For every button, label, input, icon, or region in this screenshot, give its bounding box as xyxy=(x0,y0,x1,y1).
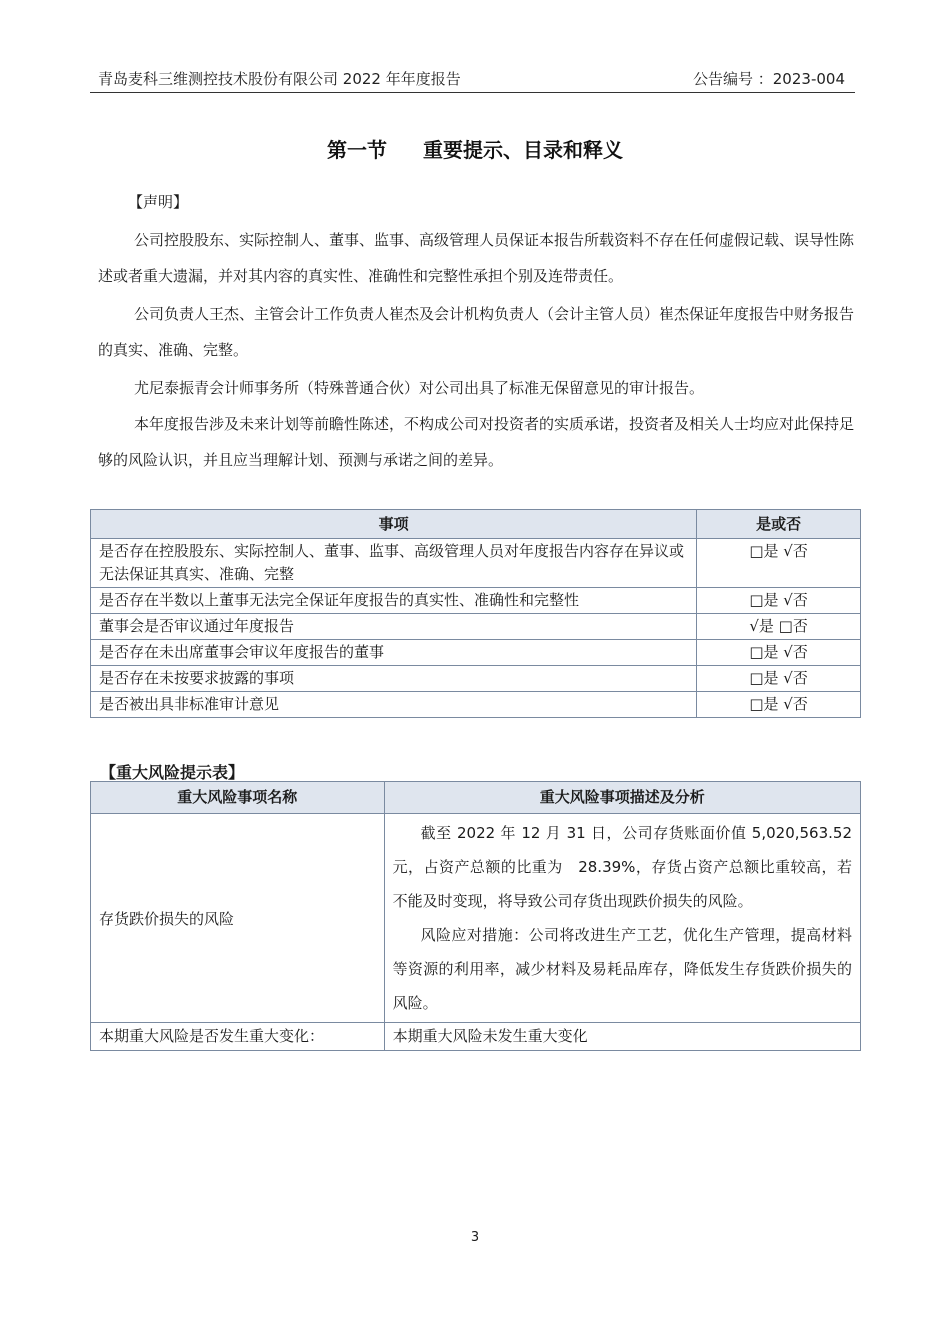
matter-item: 是否被出具非标准审计意见 xyxy=(91,692,697,718)
table-row xyxy=(91,588,861,614)
header-report-title: 青岛麦科三维测控技术股份有限公司 2022 年年度报告 xyxy=(98,70,461,88)
statement-label: 【声明】 xyxy=(128,193,189,211)
matter-answer: □是 √否 xyxy=(697,666,861,692)
statement-paragraph-4: 本年度报告涉及未来计划等前瞻性陈述，不构成公司对投资者的实质承诺，投资者及相关人士均应对此保持足够的风险认识，并且应当理解计划、预测与承诺之间的差异。 xyxy=(98,415,855,469)
section-title xyxy=(0,134,950,163)
column-header-risk-desc: 重大风险事项描述及分析 xyxy=(384,782,860,814)
matter-answer: □是 √否 xyxy=(697,640,861,666)
risk-change-value: 本期重大风险未发生重大变化 xyxy=(384,1023,860,1051)
table-row xyxy=(91,692,861,718)
statement-paragraph-3: 尤尼泰振青会计师事务所（特殊普通合伙）对公司出具了标准无保留意见的审计报告。 xyxy=(134,379,705,397)
statement-paragraph-1: 公司控股股东、实际控制人、董事、监事、高级管理人员保证本报告所载资料不存在任何虚假记载、误导性陈述或者重大遗漏，并对其内容的真实性、准确性和完整性承担个别及连带责任。 xyxy=(98,231,855,285)
table-row xyxy=(91,1023,861,1051)
matters-table xyxy=(90,509,861,718)
column-header-answer: 是或否 xyxy=(697,510,861,539)
statement-paragraph-2: 公司负责人王杰、主管会计工作负责人崔杰及会计机构负责人（会计主管人员）崔杰保证年度报告中财务报告的真实、准确、完整。 xyxy=(98,305,855,359)
table-row xyxy=(91,640,861,666)
matter-answer: □是 √否 xyxy=(697,539,861,588)
table-row xyxy=(91,666,861,692)
matter-item: 是否存在控股股东、实际控制人、董事、监事、高级管理人员对年度报告内容存在异议或无法保证其真实、准确、完整 xyxy=(91,539,697,588)
table-row xyxy=(91,614,861,640)
table-row xyxy=(91,814,861,1023)
matter-item: 董事会是否审议通过年度报告 xyxy=(91,614,697,640)
column-header-item: 事项 xyxy=(91,510,697,539)
table-row xyxy=(91,539,861,588)
risk-table-heading: 【重大风险提示表】 xyxy=(100,763,245,782)
section-number: 第一节 xyxy=(327,138,387,162)
column-header-risk-name: 重大风险事项名称 xyxy=(91,782,385,814)
table-header-row xyxy=(91,782,861,814)
risk-name: 存货跌价损失的风险 xyxy=(91,814,385,1023)
risk-change-label: 本期重大风险是否发生重大变化： xyxy=(91,1023,385,1051)
matter-item: 是否存在未按要求披露的事项 xyxy=(91,666,697,692)
risk-description-paragraph-2: 风险应对措施：公司将改进生产工艺，优化生产管理，提高材料等资源的利用率，减少材料及易耗品库存，降低发生存货跌价损失的风险。 xyxy=(392,926,852,1012)
matter-answer: □是 √否 xyxy=(697,692,861,718)
table-header-row xyxy=(91,510,861,539)
risk-description-paragraph-1: 截至 2022 年 12 月 31 日，公司存货账面价值 5,020,563.52 元，占资产总额的比重为 28.39%，存货占资产总额比重较高，若不能及时变现，将导致公司存货出现跌价损失的风险。 xyxy=(392,824,852,910)
matter-answer: √是 □否 xyxy=(697,614,861,640)
risk-description xyxy=(384,814,860,1023)
matter-item: 是否存在半数以上董事无法完全保证年度报告的真实性、准确性和完整性 xyxy=(91,588,697,614)
risk-table xyxy=(90,781,861,1051)
matter-answer: □是 √否 xyxy=(697,588,861,614)
section-name: 重要提示、目录和释义 xyxy=(423,138,623,162)
page-header xyxy=(90,66,855,93)
matter-item: 是否存在未出席董事会审议年度报告的董事 xyxy=(91,640,697,666)
header-notice-number: 公告编号 ：2023-004 xyxy=(693,70,845,88)
page-number: 3 xyxy=(470,1230,480,1245)
